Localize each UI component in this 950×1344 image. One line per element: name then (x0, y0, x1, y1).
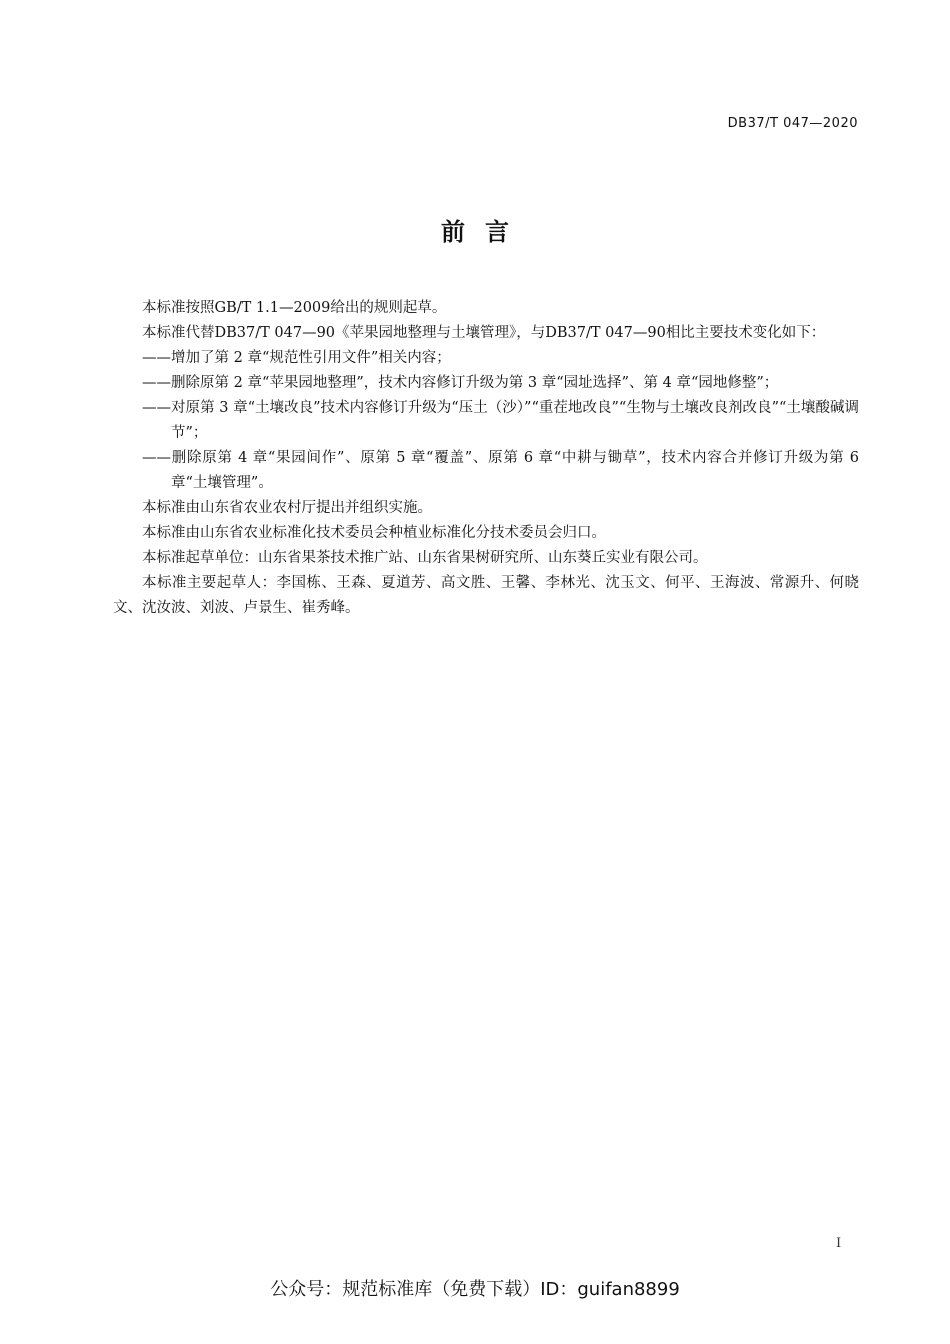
footer-watermark-text: 公众号：规范标准库（免费下载）ID：guifan8899 (270, 1279, 680, 1300)
change-item-3: ——对原第 3 章“土壤改良”技术内容修订升级为“压土（沙）”“重茬地改良”“生物与土壤改良剂改良”“土壤酸碱调节”； (142, 400, 859, 441)
change-item-2: ——删除原第 2 章“苹果园地整理”，技术内容修订升级为第 3 章“园址选择”、第 4 章“园地修整”； (142, 375, 779, 391)
page-number: I (836, 1236, 842, 1251)
document-code: DB37/T 047—2020 (727, 116, 858, 131)
change-item-1: ——增加了第 2 章“规范性引用文件”相关内容； (142, 350, 451, 366)
paragraph-drafters: 本标准主要起草人：李国栋、王森、夏道芳、高文胜、王馨、李林光、沈玉文、何平、王海波、常源升、何晓文、沈汝波、刘波、卢景生、崔秀峰。 (113, 575, 859, 616)
paragraph-proposer: 本标准由山东省农业农村厅提出并组织实施。 (142, 500, 432, 516)
paragraph-committee: 本标准由山东省农业标准化技术委员会种植业标准化分技术委员会归口。 (142, 525, 606, 541)
foreword-body (113, 296, 859, 621)
paragraph-drafting-units: 本标准起草单位：山东省果茶技术推广站、山东省果树研究所、山东葵丘实业有限公司。 (142, 550, 708, 566)
paragraph-replacement: 本标准代替DB37/T 047—90《苹果园地整理与土壤管理》，与DB37/T 047—90相比主要技术变化如下： (142, 325, 826, 341)
paragraph-drafting-rules: 本标准按照GB/T 1.1—2009给出的规则起草。 (142, 300, 447, 316)
page-title: 前言 (441, 218, 529, 246)
change-item-4: ——删除原第 4 章“果园间作”、原第 5 章“覆盖”、原第 6 章“中耕与锄草”，技术内容合并修订升级为第 6 章“土壤管理”。 (142, 450, 859, 491)
